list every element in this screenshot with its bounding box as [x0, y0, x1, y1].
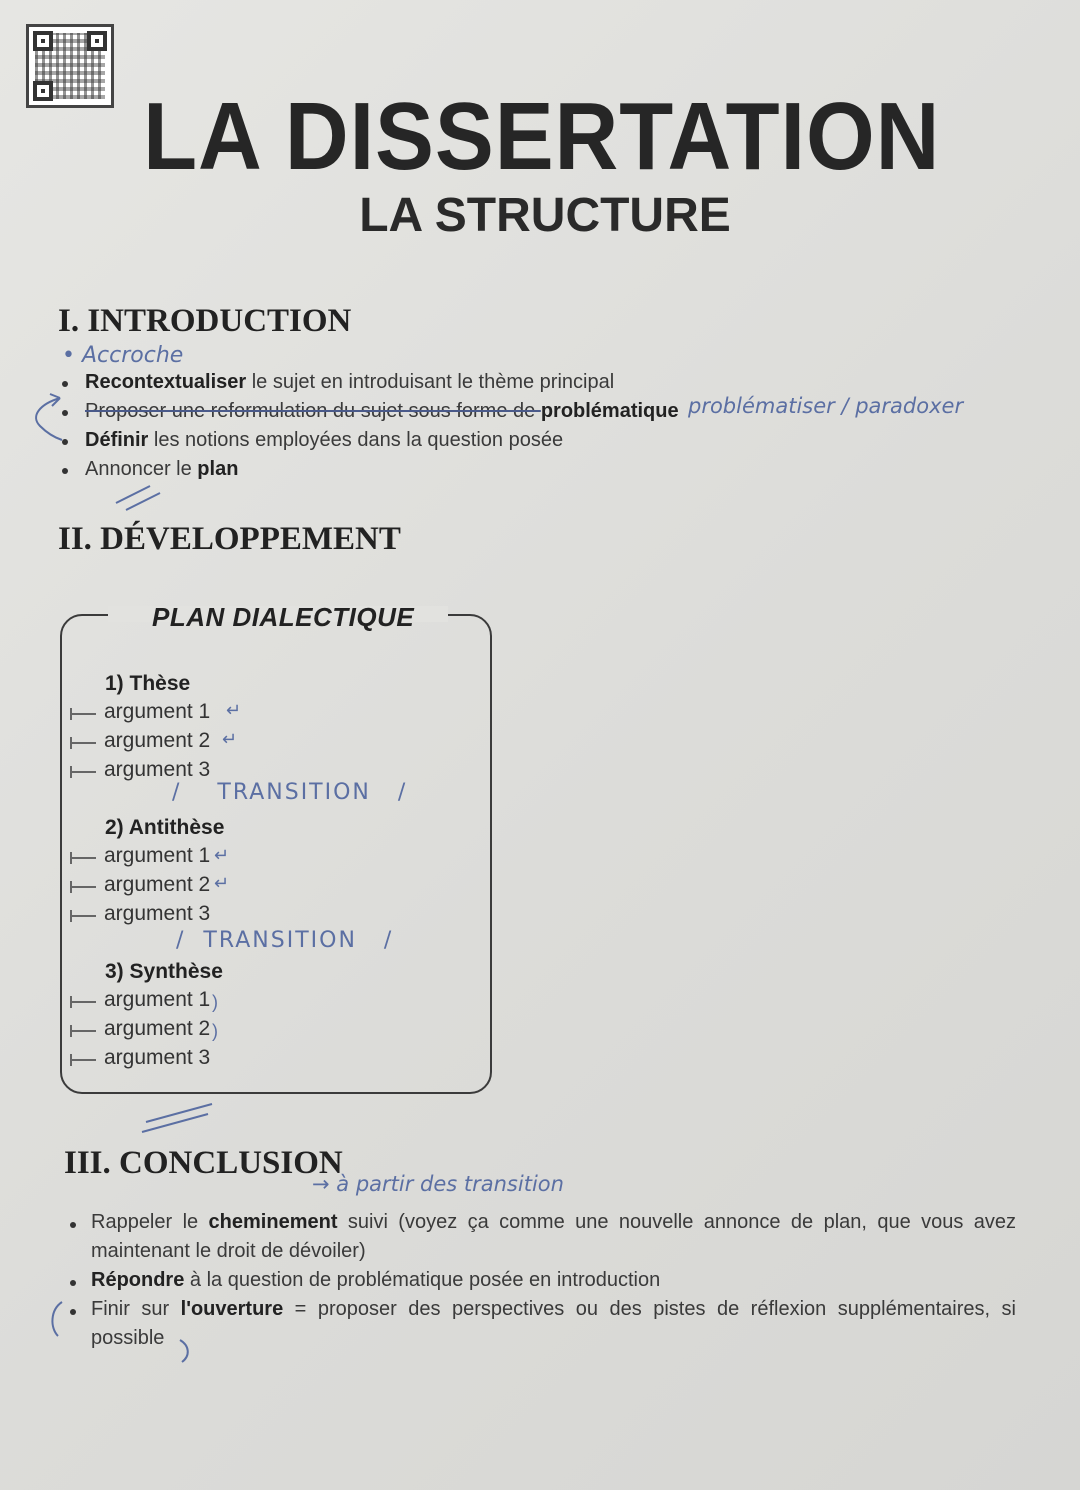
return-arrow-icon: ) — [212, 992, 218, 1012]
return-arrow-icon: ↵ — [222, 729, 238, 749]
intro-handwritten-accroche: • Accroche — [62, 343, 184, 368]
synthese-argument-2: argument 2 — [104, 1017, 211, 1040]
intro-item-3: Définir les notions employées dans la question posée — [85, 429, 564, 451]
transition-1: / TRANSITION / — [172, 780, 408, 805]
these-argument-3: argument 3 — [104, 758, 211, 781]
conclusion-heading: III. CONCLUSION — [64, 1145, 343, 1181]
intro-heading: I. INTRODUCTION — [58, 303, 352, 339]
synthese-argument-3: argument 3 — [104, 1046, 211, 1069]
conclusion-item-3: Finir sur l'ouverture = proposer des perspectives ou des pistes de réflexion supplémentaires, si possible — [91, 1298, 1016, 1349]
return-arrow-icon: ↵ — [214, 873, 230, 893]
return-arrow-icon: ↵ — [214, 845, 230, 865]
return-arrow-icon: ↵ — [226, 700, 242, 720]
part-antithese: 2) Antithèse — [105, 816, 225, 839]
part-synthese: 3) Synthèse — [105, 960, 223, 983]
antithese-argument-3: argument 3 — [104, 902, 211, 925]
synthese-argument-1: argument 1 — [104, 988, 211, 1011]
conclusion-item-1: Rappeler le cheminement suivi (voyez ça comme une nouvelle annonce de plan, que vous avez maintenant le droit de dévoiler) — [91, 1211, 1017, 1262]
return-arrow-icon: ) — [212, 1021, 218, 1041]
conclusion-item-2: Répondre à la question de problématique posée en introduction — [91, 1269, 661, 1291]
intro-item-2: Proposer une reformulation du sujet sous forme de problématique — [85, 400, 679, 422]
conclusion-handwritten-note: → à partir des transition — [312, 1172, 564, 1196]
intro-handwritten-note: problématiser / paradoxer — [688, 394, 964, 418]
page-subtitle: LA STRUCTURE — [359, 189, 731, 242]
page-title: LA DISSERTATION — [143, 83, 941, 190]
development-heading: II. DÉVELOPPEMENT — [58, 521, 401, 557]
antithese-argument-1: argument 1 — [104, 844, 211, 867]
part-these: 1) Thèse — [105, 672, 191, 695]
these-argument-1: argument 1 — [104, 700, 211, 723]
transition-2: / TRANSITION / — [176, 928, 394, 953]
antithese-argument-2: argument 2 — [104, 873, 211, 896]
intro-item-1: Recontextualiser le sujet en introduisant le thème principal — [85, 371, 615, 393]
plan-dialectique-title: PLAN DIALECTIQUE — [152, 602, 415, 632]
these-argument-2: argument 2 — [104, 729, 211, 752]
intro-item-4: Annoncer le plan — [85, 458, 239, 480]
